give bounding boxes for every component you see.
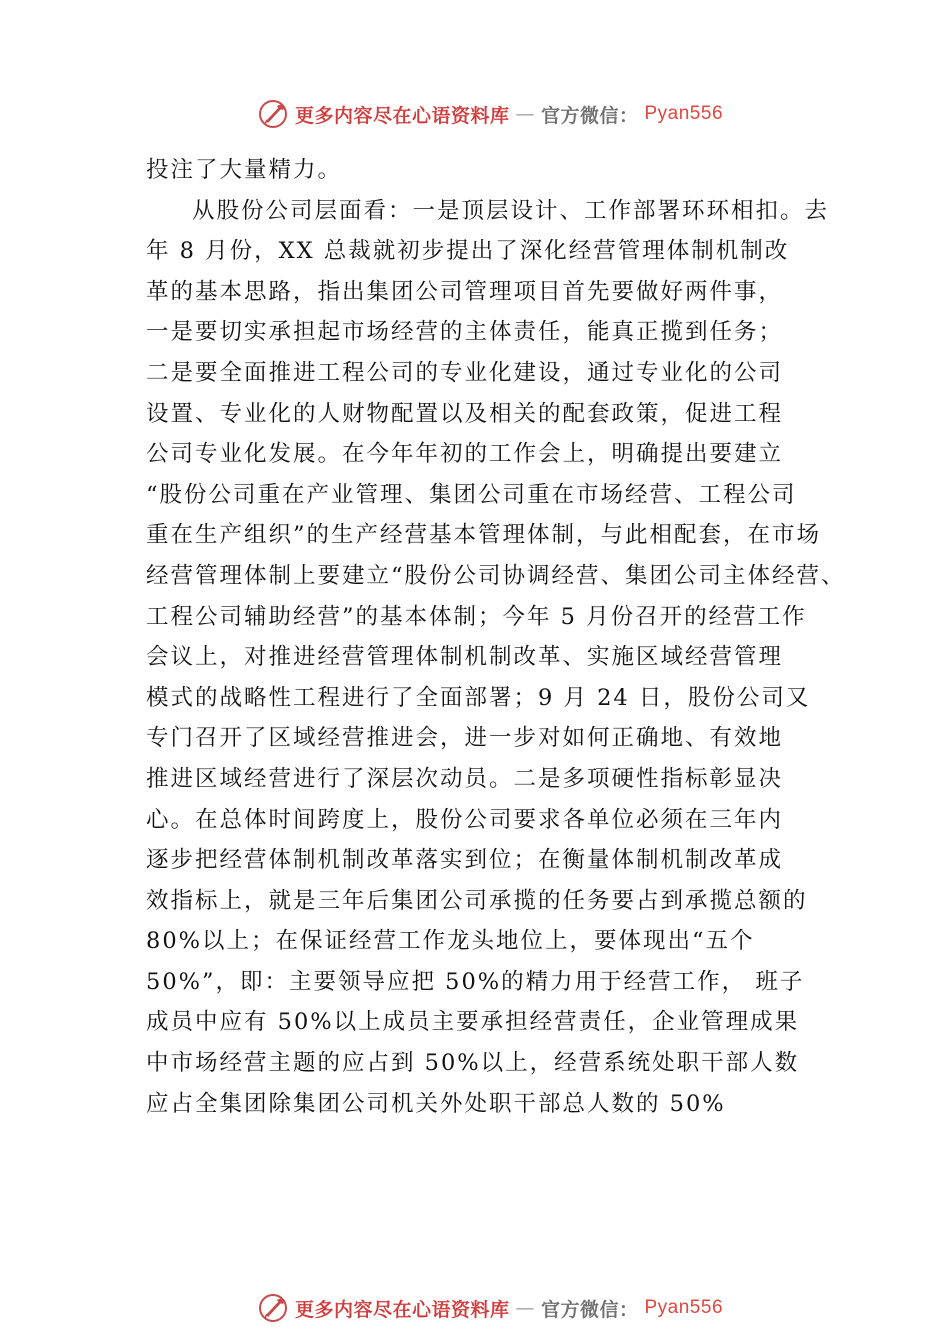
text-line: 推进区域经营进行了深层次动员。二是多项硬性指标彰显决 xyxy=(146,765,784,792)
banner-main-text: 更多内容尽在心语资料库 xyxy=(294,1298,510,1321)
quill-logo-icon xyxy=(257,98,289,130)
text-line: 工程公司辅助经营”的基本体制；今年 5 月份召开的经营工作 xyxy=(146,603,807,630)
banner-wechat-id: Pyan556 xyxy=(644,103,724,124)
header-banner xyxy=(0,94,950,134)
text-line: 逐步把经营体制机制改革落实到位；在衡量体制机制改革成 xyxy=(146,847,784,874)
paragraph-1 xyxy=(146,150,836,191)
banner-wechat-label: 官方微信： xyxy=(540,1298,639,1321)
text-line: 模式的战略性工程进行了全面部署；9 月 24 日，股份公司又 xyxy=(146,684,811,711)
text-line: 80%以上；在保证经营工作龙头地位上，要体现出“五个 xyxy=(146,928,755,955)
text-line: 心。在总体时间跨度上，股份公司要求各单位必须在三年内 xyxy=(146,806,784,833)
paragraph-2 xyxy=(146,191,846,1125)
text-line: 投注了大量精力。 xyxy=(146,157,343,183)
text-line: 一是要切实承担起市场经营的主体责任，能真正揽到任务； xyxy=(146,319,784,346)
text-line: 年 8 月份，XX 总裁就初步提出了深化经营管理体制机制改 xyxy=(146,238,790,265)
text-line: 50%”，即：主要领导应把 50%的精力用于经营工作， 班子 xyxy=(146,968,805,995)
text-line: 公司专业化发展。在今年年初的工作会上，明确提出要建立 xyxy=(146,441,784,468)
text-line: 二是要全面推进工程公司的专业化建设，通过专业化的公司 xyxy=(146,359,784,386)
text-line: 设置、专业化的人财物配置以及相关的配套政策，促进工程 xyxy=(146,400,784,427)
banner-dash: — xyxy=(515,103,535,125)
banner-dash: — xyxy=(515,1297,535,1319)
banner-main-text: 更多内容尽在心语资料库 xyxy=(294,104,510,127)
document-body xyxy=(146,150,846,1124)
text-line: 革的基本思路，指出集团公司管理项目首先要做好两件事， xyxy=(146,278,784,305)
footer-banner xyxy=(0,1288,950,1328)
text-line: 经营管理体制上要建立“股份公司协调经营、集团公司主体经营、 xyxy=(146,562,846,589)
text-line: “股份公司重在产业管理、集团公司重在市场经营、工程公司 xyxy=(146,481,797,508)
banner-wechat-id: Pyan556 xyxy=(644,1297,724,1318)
text-line: 从股份公司层面看：一是顶层设计、工作部署环环相扣。去 xyxy=(192,197,830,224)
quill-logo-icon xyxy=(257,1292,289,1324)
text-line: 中市场经营主题的应占到 50%以上，经营系统处职干部人数 xyxy=(146,1050,800,1077)
text-line: 应占全集团除集团公司机关外处职干部总人数的 50% xyxy=(146,1090,726,1117)
text-line: 效指标上，就是三年后集团公司承揽的任务要占到承揽总额的 xyxy=(146,887,808,914)
text-line: 重在生产组织”的生产经营基本管理体制，与此相配套，在市场 xyxy=(146,522,822,549)
text-line: 会议上，对推进经营管理体制机制改革、实施区域经营管理 xyxy=(146,644,784,671)
text-line: 成员中应有 50%以上成员主要承担经营责任，企业管理成果 xyxy=(146,1009,800,1036)
text-line: 专门召开了区域经营推进会，进一步对如何正确地、有效地 xyxy=(146,725,784,752)
banner-wechat-label: 官方微信： xyxy=(540,104,639,127)
